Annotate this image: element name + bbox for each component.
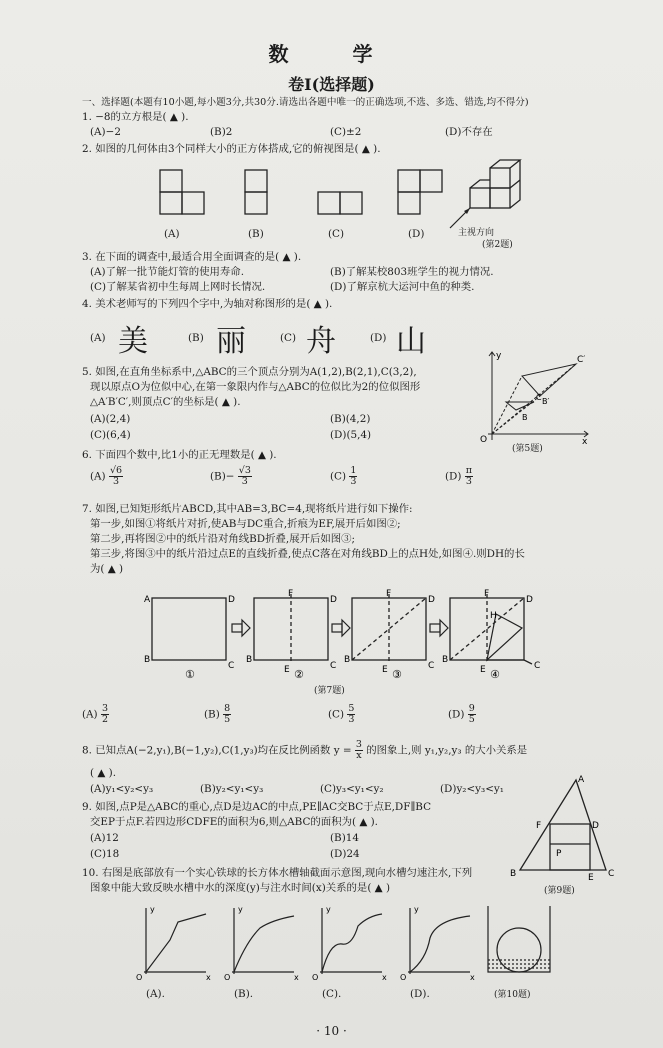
svg-text:D: D — [428, 595, 435, 605]
q10-line1: 10. 右图是底部放有一个实心铁球的长方体水槽轴截面示意图,现向水槽匀速注水,下列 — [82, 867, 473, 879]
q6-option-d — [445, 466, 473, 487]
q7-line5: 为( ▲ ) — [90, 563, 124, 575]
section-subtitle: 卷Ⅰ(选择题) — [288, 75, 375, 94]
q8-line2: ( ▲ ). — [90, 767, 117, 779]
q1-option-c: (C)±2 — [330, 126, 362, 138]
svg-text:E: E — [284, 665, 290, 675]
q7-option-c-fraction — [347, 704, 355, 725]
svg-text:F: F — [288, 589, 294, 599]
q10-line2: 图象中能大致反映水槽中水的深度(y)与注水时间(x)关系的是( ▲ ) — [90, 882, 391, 894]
q5-option-b: (B)(4,2) — [330, 413, 371, 425]
q7-line3: 第二步,再将图②中的纸片沿对角线BD折叠,展开后如图③; — [90, 533, 356, 545]
q2-figure-caption: (第2题) — [482, 240, 513, 250]
svg-text:B′: B′ — [542, 397, 550, 406]
svg-text:E: E — [480, 665, 486, 675]
q9-option-b: (B)14 — [330, 832, 359, 844]
q3-option-a: (A)了解一批节能灯管的使用寿命. — [90, 266, 244, 278]
q7-line1: 7. 如图,已知矩形纸片ABCD,其中AB=3,BC=4,现将纸片进行如下操作: — [82, 503, 413, 515]
q8-option-c: (C)y₃<y₁<y₂ — [320, 783, 384, 795]
q4-option-a: (A) — [90, 332, 106, 344]
q6-option-c-denominator: 3 — [350, 476, 357, 487]
q6-stem: 6. 下面四个数中,比1小的正无理数是( ▲ ). — [82, 449, 277, 461]
q1-stem: 1. −8的立方根是( ▲ ). — [82, 111, 189, 123]
svg-text:y: y — [150, 905, 155, 914]
q6-option-a-fraction — [109, 466, 123, 487]
q5-line3: △A′B′C′,则顶点C′的坐标是( ▲ ). — [90, 396, 241, 408]
q7-folding-figure — [130, 588, 550, 680]
svg-text:C′: C′ — [577, 355, 586, 365]
svg-text:B: B — [522, 413, 528, 422]
q4-char-c: 舟 — [306, 324, 336, 359]
svg-text:F: F — [484, 589, 490, 599]
svg-text:O: O — [480, 435, 488, 445]
svg-text:①: ① — [185, 668, 195, 680]
q6-option-c-numerator: 1 — [350, 465, 357, 476]
q9-triangle-figure — [506, 774, 616, 884]
q4-option-c: (C) — [280, 332, 297, 344]
q8-option-a: (A)y₁<y₂<y₃ — [90, 783, 154, 795]
q4-option-d: (D) — [370, 332, 387, 344]
q8-function-fraction — [355, 740, 363, 761]
q4-stem: 4. 美术老师写的下列四个字中,为轴对称图形的是( ▲ ). — [82, 298, 333, 310]
q6-option-d-label: (D) — [445, 470, 462, 483]
q6-option-b-numerator: √3 — [238, 465, 251, 476]
q7-figure-caption: (第7题) — [314, 686, 345, 696]
svg-text:B: B — [442, 655, 449, 665]
svg-text:x: x — [582, 437, 588, 446]
q7-option-d — [448, 704, 476, 725]
svg-text:②: ② — [294, 668, 304, 680]
q6-option-c — [330, 466, 357, 487]
svg-text:③: ③ — [392, 668, 402, 680]
q7-option-b-numerator: 8 — [224, 703, 231, 714]
q8-line1 — [82, 740, 527, 761]
svg-text:C: C — [228, 661, 235, 671]
q2-option-d: (D) — [408, 228, 425, 240]
q1-option-d: (D)不存在 — [445, 126, 493, 138]
q8-fraction-numerator: 3 — [355, 739, 362, 750]
q3-option-b: (B)了解某校803班学生的视力情况. — [330, 266, 494, 278]
q7-option-d-fraction — [468, 704, 476, 725]
svg-text:D: D — [228, 595, 235, 605]
svg-text:C: C — [428, 661, 435, 671]
q7-option-a-numerator: 3 — [101, 703, 108, 714]
q9-option-c: (C)18 — [90, 848, 120, 860]
svg-text:B: B — [144, 655, 151, 665]
q6-option-d-fraction — [465, 466, 473, 487]
svg-text:F: F — [386, 589, 392, 599]
svg-text:y: y — [414, 905, 419, 914]
svg-text:④: ④ — [490, 668, 500, 680]
q7-line4: 第三步,将图③中的纸片沿过点E的直线折叠,使点C落在对角线BD上的点H处,如图④.则DH的长 — [90, 548, 525, 560]
q1-option-a: (A)−2 — [90, 126, 121, 138]
svg-text:O: O — [312, 973, 319, 982]
q5-line2: 现以原点O为位似中心,在第一象限内作与△ABC的位似比为2的位似图形 — [90, 381, 421, 393]
svg-text:B: B — [344, 655, 351, 665]
q5-option-a: (A)(2,4) — [90, 413, 131, 425]
svg-text:C: C — [608, 869, 615, 879]
svg-text:C: C — [330, 661, 337, 671]
q7-option-d-label: (D) — [448, 708, 465, 721]
q4-option-b: (B) — [188, 332, 204, 344]
q6-option-a-denominator: 3 — [112, 476, 120, 487]
section-intro: 一、选择题(本题有10小题,每小题3分,共30分.请选出各题中唯一的正确选项,不选、多选、错选,均不得分) — [82, 97, 529, 108]
q7-option-d-denominator: 5 — [468, 714, 475, 725]
svg-text:A: A — [144, 595, 151, 605]
q7-option-c-label: (C) — [328, 708, 345, 721]
svg-text:B: B — [246, 655, 253, 665]
svg-text:x: x — [470, 973, 475, 982]
svg-text:F: F — [536, 821, 542, 831]
q9-line1: 9. 如图,点P是△ABC的重心,点D是边AC的中点,PE∥AC交BC于点E,DF∥BC — [82, 801, 432, 813]
q9-line2: 交EP于点F.若四边形CDFE的面积为6,则△ABC的面积为( ▲ ). — [90, 816, 378, 828]
q3-stem: 3. 在下面的调查中,最适合用全面调查的是( ▲ ). — [82, 251, 302, 263]
q5-figure-caption: (第5题) — [512, 444, 543, 454]
svg-text:y: y — [496, 351, 502, 361]
q10-graphs-figure — [130, 902, 560, 984]
q9-figure-caption: (第9题) — [544, 886, 575, 896]
q3-option-d: (D)了解京杭大运河中鱼的种类. — [330, 281, 475, 293]
q7-option-d-numerator: 9 — [468, 703, 475, 714]
svg-text:x: x — [382, 973, 387, 982]
q4-char-d: 山 — [396, 324, 426, 359]
q7-option-a-fraction — [101, 704, 109, 725]
q3-option-c: (C)了解某省初中生每周上网时长情况. — [90, 281, 266, 293]
q4-char-b: 丽 — [216, 324, 246, 359]
q8-option-d: (D)y₂<y₃<y₁ — [440, 783, 504, 795]
svg-text:H: H — [490, 611, 497, 621]
q6-option-d-numerator: π — [465, 465, 473, 476]
q2-option-a: (A) — [164, 228, 180, 240]
q7-option-a-denominator: 2 — [101, 714, 108, 725]
svg-text:E: E — [382, 665, 388, 675]
q6-option-c-label: (C) — [330, 470, 347, 483]
svg-text:P: P — [556, 849, 562, 859]
svg-text:O: O — [400, 973, 407, 982]
q10-figure-caption: (第10题) — [494, 990, 531, 1000]
q5-option-c: (C)(6,4) — [90, 429, 131, 441]
q7-option-b-fraction — [223, 704, 231, 725]
q8-line1-start: 8. 已知点A(−2,y₁),B(−1,y₂),C(1,y₃)均在反比例函数 y = — [82, 744, 352, 757]
q7-line2: 第一步,如图①将纸片对折,使AB与DC重合,折痕为EF,展开后如图②; — [90, 518, 401, 530]
q8-fraction-denominator: x — [356, 750, 362, 761]
svg-text:y: y — [238, 905, 243, 914]
q7-option-b — [204, 704, 231, 725]
q7-option-c-denominator: 3 — [348, 714, 355, 725]
q9-option-d: (D)24 — [330, 848, 360, 860]
q7-option-b-label: (B) — [204, 708, 220, 721]
svg-text:D: D — [526, 595, 533, 605]
q7-option-a-label: (A) — [82, 708, 98, 721]
q5-option-d: (D)(5,4) — [330, 429, 372, 441]
page-number: · 10 · — [316, 1024, 347, 1038]
q10-option-d: (D). — [410, 988, 430, 1000]
q6-option-b-fraction — [238, 466, 252, 487]
svg-text:C: C — [534, 661, 541, 671]
q6-option-b-denominator: 3 — [241, 476, 248, 487]
svg-text:x: x — [294, 973, 299, 982]
svg-text:D: D — [592, 821, 599, 831]
q5-line1: 5. 如图,在直角坐标系中,△ABC的三个顶点分别为A(1,2),B(2,1),C(3,2), — [82, 366, 417, 378]
svg-text:O: O — [224, 973, 231, 982]
q8-option-b: (B)y₂<y₁<y₃ — [200, 783, 264, 795]
q5-coordinate-figure — [476, 346, 596, 446]
q7-option-c-numerator: 5 — [348, 703, 355, 714]
q7-option-c — [328, 704, 355, 725]
page-title: 数 学 — [268, 42, 395, 66]
svg-text:O: O — [136, 973, 143, 982]
svg-text:C: C — [536, 393, 542, 402]
q8-line1-end: 的图象上,则 y₁,y₂,y₃ 的大小关系是 — [366, 744, 528, 757]
q6-option-b — [210, 466, 252, 487]
q2-stem: 2. 如图的几何体由3个同样大小的正方体搭成,它的俯视图是( ▲ ). — [82, 143, 381, 155]
q10-option-b: (B). — [234, 988, 254, 1000]
svg-text:E: E — [588, 873, 594, 883]
q2-option-c: (C) — [328, 228, 345, 240]
svg-text:A: A — [578, 775, 585, 785]
svg-text:B: B — [510, 869, 517, 879]
svg-text:D: D — [330, 595, 337, 605]
q10-option-a: (A). — [146, 988, 165, 1000]
q6-option-a-label: (A) — [90, 470, 106, 483]
q4-char-a: 美 — [118, 324, 148, 359]
q6-option-b-label: (B)− — [210, 470, 235, 483]
q10-option-c: (C). — [322, 988, 342, 1000]
q7-option-b-denominator: 5 — [224, 714, 231, 725]
q6-option-d-denominator: 3 — [465, 476, 472, 487]
svg-text:y: y — [326, 905, 331, 914]
q1-option-b: (B)2 — [210, 126, 233, 138]
svg-text:x: x — [206, 973, 211, 982]
q7-option-a — [82, 704, 109, 725]
q2-option-b: (B) — [248, 228, 264, 240]
q9-option-a: (A)12 — [90, 832, 119, 844]
q6-option-a-numerator: √6 — [109, 465, 123, 476]
q6-option-c-fraction — [349, 466, 357, 487]
q2-arrow-label: 主视方向 — [458, 228, 495, 238]
q6-option-a — [90, 466, 123, 487]
